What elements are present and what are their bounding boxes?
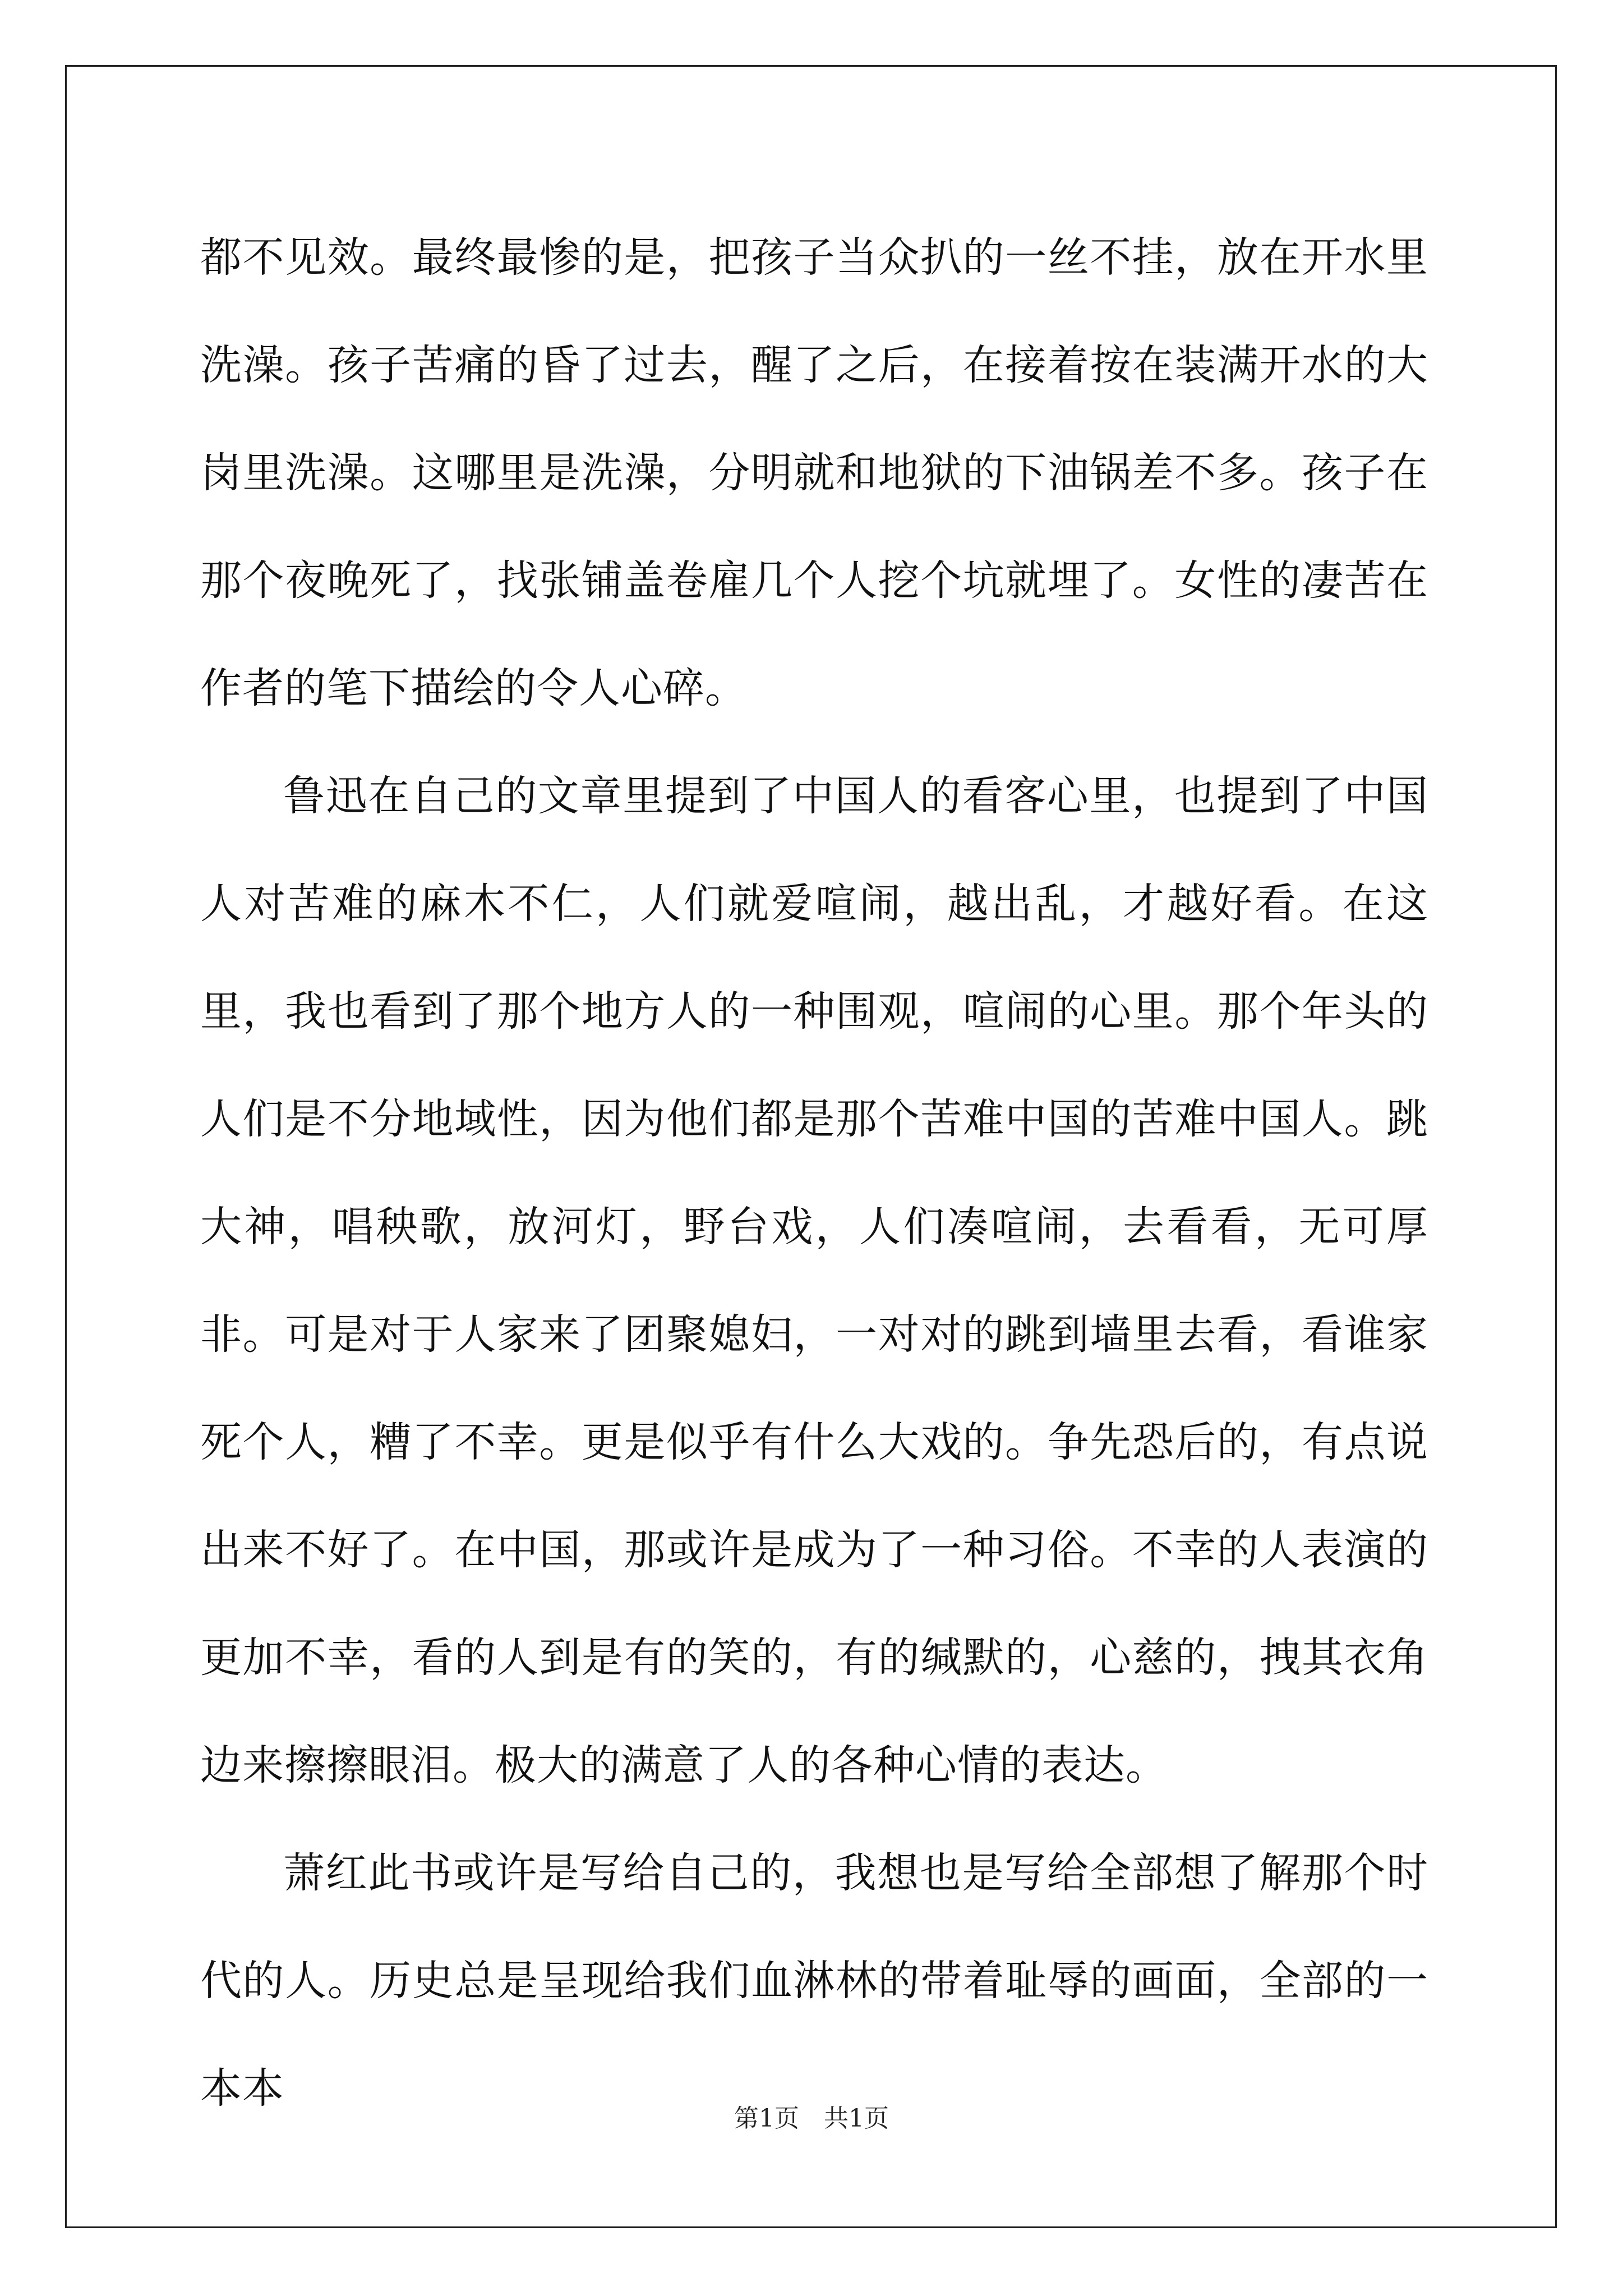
page-number-footer: 第1页 共1页 <box>734 2104 889 2133</box>
paragraph-3: 萧红此书或许是写给自己的，我想也是写给全部想了解那个时代的人。历史总是呈现给我们血淋林的带着耻辱的画面，全部的一本本 <box>200 1849 1428 2113</box>
paragraph-1: 都不见效。最终最惨的是，把孩子当众扒的一丝不挂，放在开水里洗澡。孩子苦痛的昏了过去，醒了之后，在接着按在装满开水的大岗里洗澡。这哪里是洗澡，分明就和地狱的下油锅差不多。孩子在那个夜晚死了，找张铺盖卷雇几个人挖个坑就埋了。女性的凄苦在作者的笔下描绘的令人心碎。 <box>200 233 1428 712</box>
document-body <box>200 204 1428 2142</box>
paragraph-2: 鲁迅在自己的文章里提到了中国人的看客心里，也提到了中国人对苦难的麻木不仁，人们就爱喧闹，越出乱，才越好看。在这里，我也看到了那个地方人的一种围观，喧闹的心里。那个年头的人们是不分地域性，因为他们都是那个苦难中国的苦难中国人。跳大神，唱秧歌，放河灯，野台戏，人们凑喧闹，去看看，无可厚非。可是对于人家来了团聚媳妇，一对对的跳到墙里去看，看谁家死个人，糟了不幸。更是似乎有什么大戏的。争先恐后的，有点说出来不好了。在中国，那或许是成为了一种习俗。不幸的人表演的更加不幸，看的人到是有的笑的，有的缄默的，心慈的，拽其衣角边来擦擦眼泪。极大的满意了人的各种心情的表达。 <box>200 772 1428 1789</box>
